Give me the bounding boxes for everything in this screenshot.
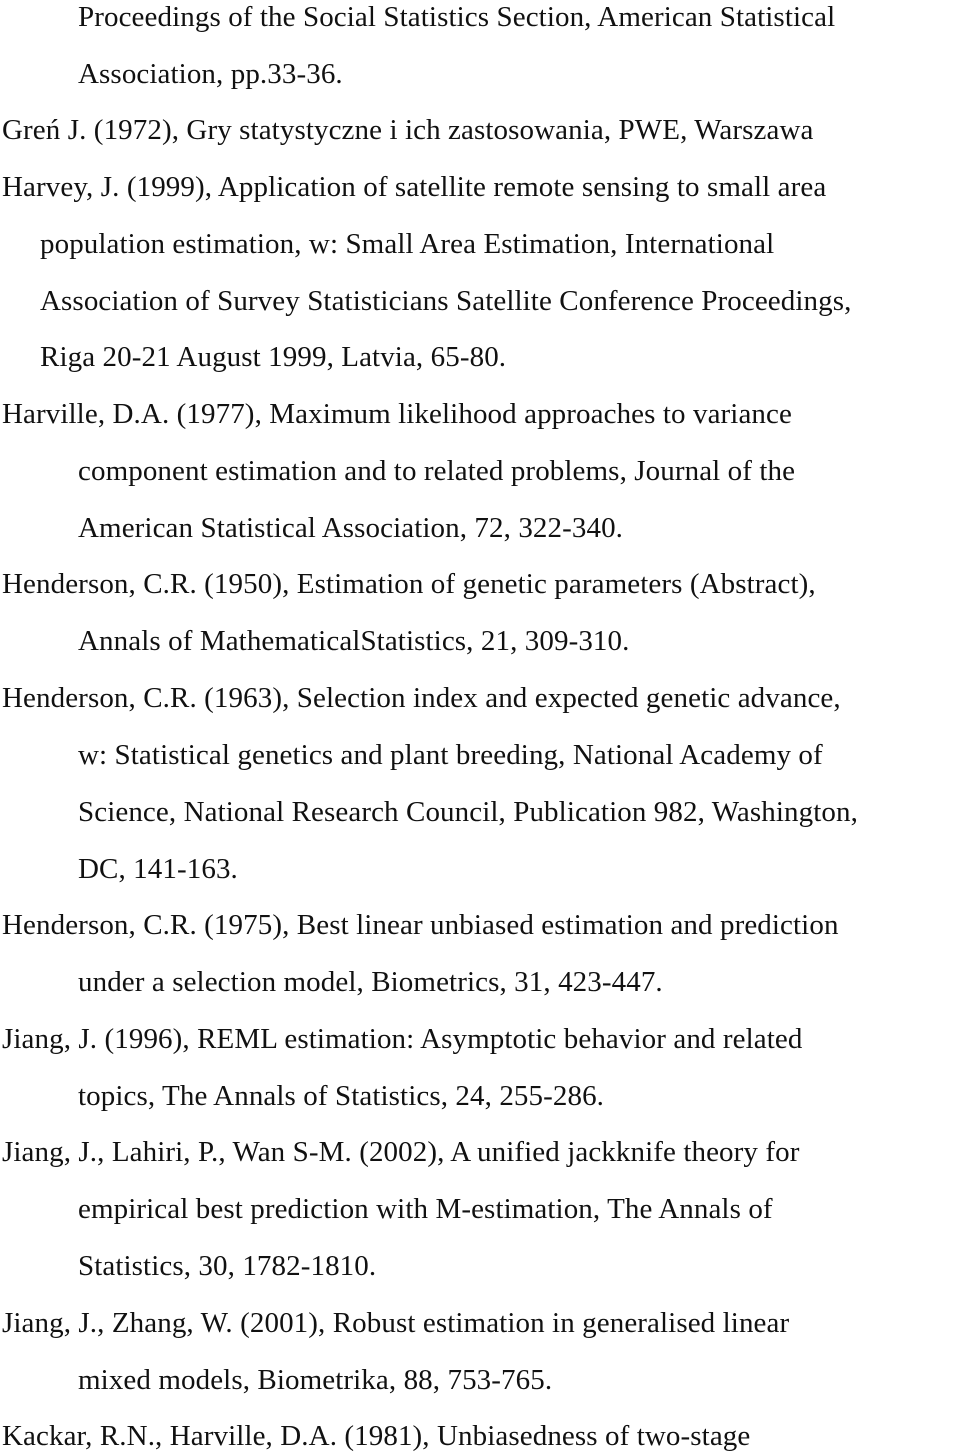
reference-line: Henderson, C.R. (1975), Best linear unbiased estimation and prediction <box>2 909 839 941</box>
reference-line: Riga 20-21 August 1999, Latvia, 65-80. <box>40 341 507 373</box>
reference-line: Proceedings of the Social Statistics Section, American Statistical <box>78 1 836 33</box>
reference-line: Statistics, 30, 1782-1810. <box>78 1250 377 1282</box>
reference-line: w: Statistical genetics and plant breeding, National Academy of <box>78 739 823 771</box>
reference-line: component estimation and to related problems, Journal of the <box>78 455 796 487</box>
reference-line: Annals of MathematicalStatistics, 21, 309-310. <box>78 625 630 657</box>
reference-line: under a selection model, Biometrics, 31, 423-447. <box>78 966 663 998</box>
reference-line: Science, National Research Council, Publication 982, Washington, <box>78 796 858 828</box>
reference-line: Jiang, J., Zhang, W. (2001), Robust estimation in generalised linear <box>2 1307 790 1339</box>
reference-line: Harvey, J. (1999), Application of satellite remote sensing to small area <box>2 171 827 203</box>
reference-line: American Statistical Association, 72, 322-340. <box>78 512 624 544</box>
reference-line: Association of Survey Statisticians Satellite Conference Proceedings, <box>40 285 852 317</box>
reference-line: topics, The Annals of Statistics, 24, 255-286. <box>78 1080 605 1112</box>
reference-line: Henderson, C.R. (1950), Estimation of genetic parameters (Abstract), <box>2 568 816 600</box>
reference-line: empirical best prediction with M-estimation, The Annals of <box>78 1193 773 1225</box>
reference-line: Association, pp.33-36. <box>78 58 343 90</box>
reference-line: Jiang, J., Lahiri, P., Wan S-M. (2002), A unified jackknife theory for <box>2 1136 800 1168</box>
reference-line: Harville, D.A. (1977), Maximum likelihood approaches to variance <box>2 398 792 430</box>
reference-line: population estimation, w: Small Area Estimation, International <box>40 228 775 260</box>
reference-line: Jiang, J. (1996), REML estimation: Asymptotic behavior and related <box>2 1023 803 1055</box>
reference-line: mixed models, Biometrika, 88, 753-765. <box>78 1364 553 1396</box>
reference-line: Henderson, C.R. (1963), Selection index and expected genetic advance, <box>2 682 841 714</box>
reference-line: Greń J. (1972), Gry statystyczne i ich zastosowania, PWE, Warszawa <box>2 114 814 146</box>
reference-line: DC, 141-163. <box>78 853 238 885</box>
reference-line: Kackar, R.N., Harville, D.A. (1981), Unbiasedness of two-stage <box>2 1420 751 1452</box>
